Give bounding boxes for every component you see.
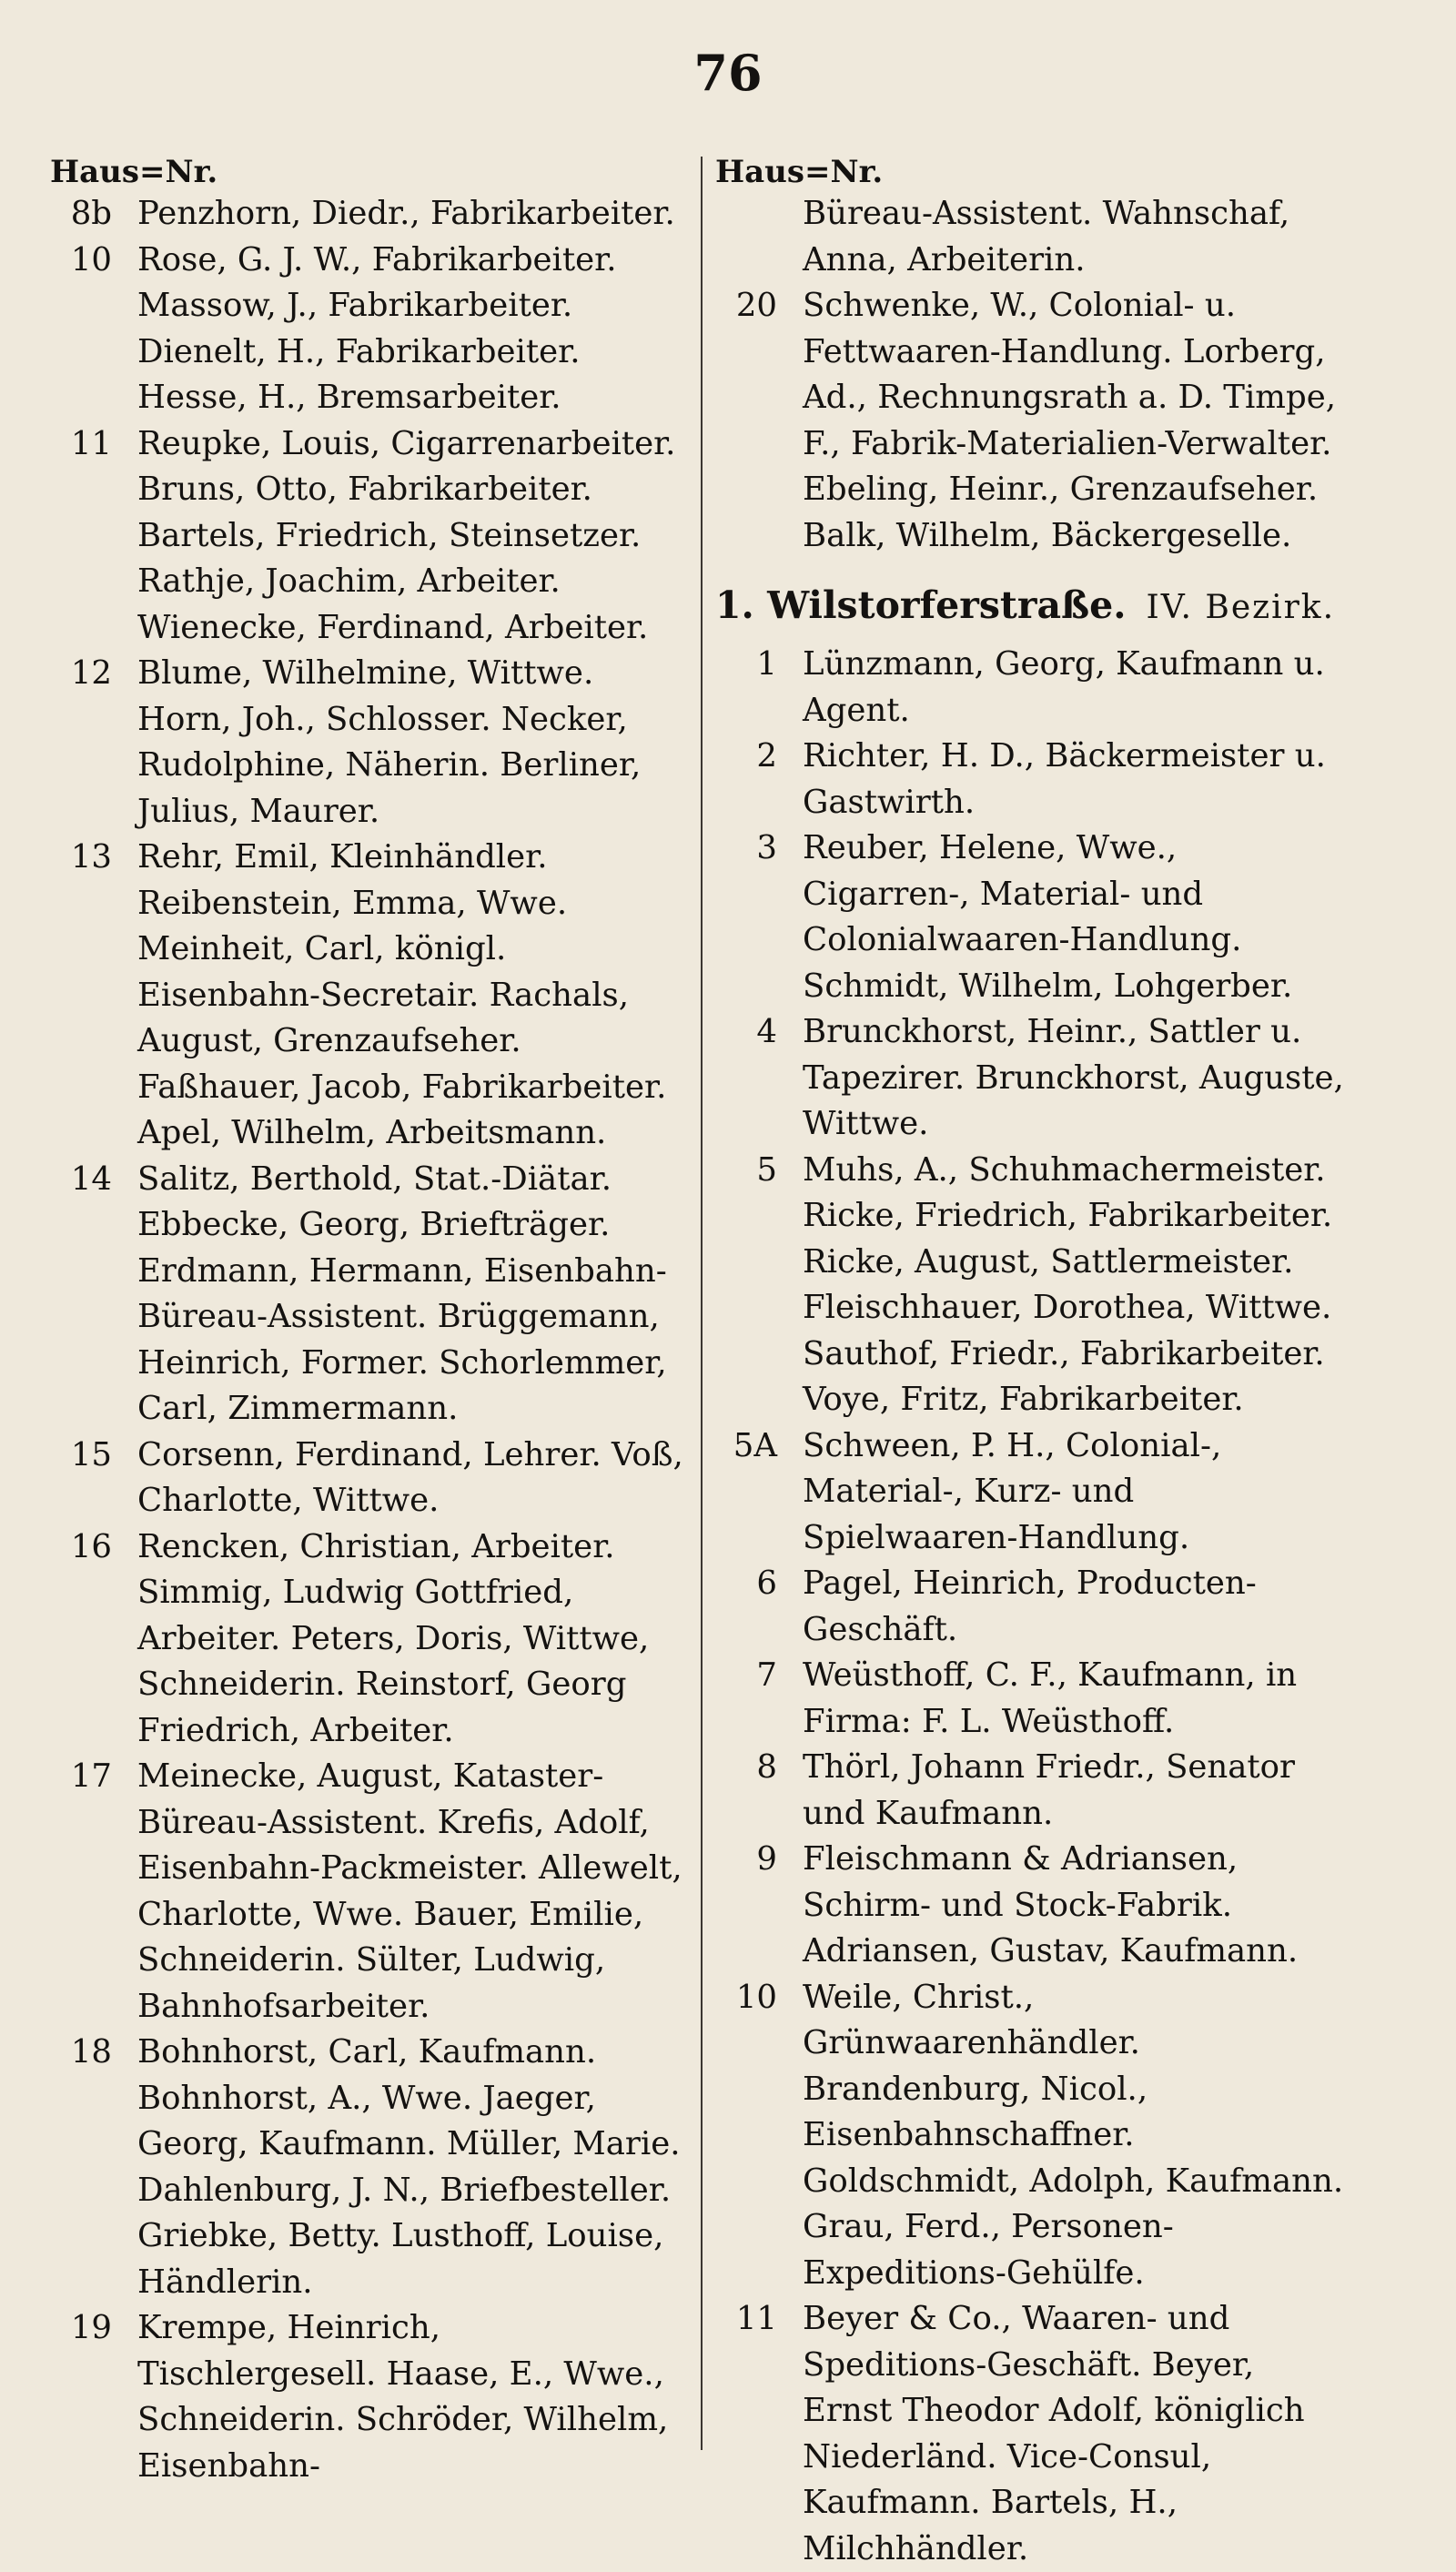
house-number: 11 bbox=[735, 2300, 777, 2337]
house-number: 17 bbox=[70, 1757, 112, 1795]
house-entry bbox=[715, 734, 1352, 825]
entry-text: Beyer & Co., Waaren- und Speditions-Geschäft. Beyer, Ernst Theodor Adolf, königlich Niederländ. Vice-Consul, Kaufmann. Bartels, H., Milchhändler. bbox=[803, 2300, 1305, 2567]
house-entry bbox=[715, 1423, 1352, 1562]
entry-text: Schween, P. H., Colonial-, Material-, Kurz- und Spielwaaren-Handlung. bbox=[803, 1426, 1222, 1556]
house-number: 20 bbox=[735, 287, 777, 324]
entry-text: Blume, Wilhelmine, Wittwe. Horn, Joh., Schlosser. Necker, Rudolphine, Näherin. Berliner, Julius, Maurer. bbox=[137, 654, 642, 830]
house-entry bbox=[50, 191, 687, 238]
entry-text: Salitz, Berthold, Stat.-Diätar. Ebbecke, Georg, Briefträger. Erdmann, Hermann, Eisenbahn-Büreau-Assistent. Brüggemann, Heinrich, Former. Schorlemmer, Carl, Zimmermann. bbox=[137, 1159, 667, 1427]
house-entry bbox=[715, 1009, 1352, 1148]
entry-text: Bohnhorst, Carl, Kaufmann. Bohnhorst, A., Wwe. Jaeger, Georg, Kaufmann. Müller, Marie. Dahlenburg, J. N., Briefbesteller. Griebke, Betty. Lusthoff, Louise, Händlerin. bbox=[137, 2033, 681, 2301]
house-entry bbox=[715, 283, 1352, 559]
house-number: 5A bbox=[733, 1426, 777, 1464]
entry-text: Richter, H. D., Bäckermeister u. Gastwirth. bbox=[803, 737, 1326, 821]
house-entry bbox=[50, 1157, 687, 1433]
house-entry bbox=[50, 2030, 687, 2305]
column-header: Haus=Nr. bbox=[50, 154, 218, 190]
street-heading bbox=[715, 577, 1352, 636]
house-number: 2 bbox=[756, 737, 777, 775]
house-entry bbox=[50, 1524, 687, 1755]
house-entry bbox=[715, 825, 1352, 1009]
house-entry bbox=[50, 651, 687, 835]
house-number: 14 bbox=[70, 1159, 112, 1198]
house-number: 19 bbox=[70, 2309, 112, 2346]
house-number: 11 bbox=[70, 424, 112, 462]
house-number: 13 bbox=[70, 838, 112, 876]
house-entry bbox=[715, 1975, 1352, 2297]
page-number: 76 bbox=[693, 44, 763, 102]
house-entry bbox=[715, 1148, 1352, 1423]
entry-text: Fleischmann & Adriansen, Schirm- und Stock-Fabrik. Adriansen, Gustav, Kaufmann. bbox=[803, 1840, 1299, 1970]
house-number: 18 bbox=[70, 2033, 112, 2071]
house-number: 15 bbox=[70, 1435, 112, 1473]
column-header: Haus=Nr. bbox=[715, 154, 884, 190]
right-entries-after bbox=[715, 642, 1352, 2572]
district-label: IV. Bezirk. bbox=[1146, 589, 1336, 626]
right-entries-before bbox=[715, 283, 1352, 559]
house-number: 3 bbox=[756, 829, 777, 866]
house-number: 9 bbox=[756, 1840, 777, 1878]
column-divider bbox=[701, 157, 703, 2450]
house-entry bbox=[715, 642, 1352, 734]
house-entry bbox=[50, 1754, 687, 2030]
house-entry bbox=[50, 835, 687, 1157]
house-entry bbox=[715, 2296, 1352, 2572]
entry-text: Meinecke, August, Kataster-Büreau-Assistent. Krefis, Adolf, Eisenbahn-Packmeister. Allewelt, Charlotte, Wwe. Bauer, Emilie, Schneiderin. Sülter, Ludwig, Bahnhofsarbeiter. bbox=[137, 1757, 682, 2025]
continuation-entry bbox=[715, 191, 1352, 283]
entry-text: Weile, Christ., Grünwaarenhändler. Brandenburg, Nicol., Eisenbahnschaffner. Goldschmidt, Adolph, Kaufmann. Grau, Ferd., Personen-Expeditions-Gehülfe. bbox=[803, 1978, 1344, 2292]
house-entry bbox=[715, 1837, 1352, 1975]
house-entry bbox=[50, 238, 687, 421]
right-column bbox=[715, 153, 1352, 2572]
house-number: 8 bbox=[756, 1748, 777, 1786]
entry-text: Thörl, Johann Friedr., Senator und Kaufmann. bbox=[803, 1748, 1296, 1832]
left-entries bbox=[50, 191, 687, 2489]
street-name: 1. Wilstorferstraße. bbox=[715, 583, 1127, 627]
entry-text: Reuber, Helene, Wwe., Cigarren-, Material- und Colonialwaaren-Handlung. Schmidt, Wilhelm, Lohgerber. bbox=[803, 829, 1293, 1005]
entry-text: Rencken, Christian, Arbeiter. Simmig, Ludwig Gottfried, Arbeiter. Peters, Doris, Wittwe, Schneiderin. Reinstorf, Georg Friedrich, Arbeiter. bbox=[137, 1527, 650, 1749]
house-entry bbox=[715, 1653, 1352, 1745]
house-entry bbox=[50, 2305, 687, 2489]
entry-text: Pagel, Heinrich, Producten-Geschäft. bbox=[803, 1564, 1257, 1648]
house-entry bbox=[715, 1745, 1352, 1837]
house-entry bbox=[715, 1561, 1352, 1653]
house-number: 10 bbox=[70, 240, 112, 278]
house-entry bbox=[50, 421, 687, 652]
house-number: 6 bbox=[756, 1564, 777, 1602]
left-column bbox=[50, 153, 687, 2489]
entry-text: Schwenke, W., Colonial- u. Fettwaaren-Handlung. Lorberg, Ad., Rechnungsrath a. D. Timpe, F., Fabrik-Materialien-Verwalter. Ebeling, Heinr., Grenzaufseher. Balk, Wilhelm, Bäckergeselle. bbox=[803, 287, 1336, 554]
house-number: 16 bbox=[70, 1527, 112, 1565]
entry-text: Penzhorn, Diedr., Fabrikarbeiter. bbox=[137, 195, 675, 232]
entry-text: Weüsthoff, C. F., Kaufmann, in Firma: F. L. Weüsthoff. bbox=[803, 1656, 1298, 1740]
house-number: 10 bbox=[735, 1978, 777, 2016]
entry-text: Brunckhorst, Heinr., Sattler u. Tapezirer. Brunckhorst, Auguste, Wittwe. bbox=[803, 1013, 1344, 1142]
house-number: 8b bbox=[70, 195, 112, 232]
house-number: 12 bbox=[70, 654, 112, 692]
entry-text: Reupke, Louis, Cigarrenarbeiter. Bruns, Otto, Fabrikarbeiter. Bartels, Friedrich, Steinsetzer. Rathje, Joachim, Arbeiter. Wienecke, Ferdinand, Arbeiter. bbox=[137, 424, 676, 646]
entry-text: Büreau-Assistent. Wahnschaf, Anna, Arbeiterin. bbox=[803, 195, 1290, 278]
house-number: 7 bbox=[756, 1656, 777, 1694]
house-number: 1 bbox=[756, 645, 777, 683]
entry-text: Corsenn, Ferdinand, Lehrer. Voß, Charlotte, Wittwe. bbox=[137, 1435, 683, 1519]
entry-text: Muhs, A., Schuhmachermeister. Ricke, Friedrich, Fabrikarbeiter. Ricke, August, Sattlermeister. Fleischhauer, Dorothea, Wittwe. Sauthof, Friedr., Fabrikarbeiter. Voye, Fritz, Fabrikarbeiter. bbox=[803, 1150, 1333, 1418]
house-number: 5 bbox=[756, 1150, 777, 1189]
entry-text: Rose, G. J. W., Fabrikarbeiter. Massow, J., Fabrikarbeiter. Dienelt, H., Fabrikarbeiter. Hesse, H., Bremsarbeiter. bbox=[137, 240, 617, 416]
house-number: 4 bbox=[756, 1013, 777, 1050]
entry-text: Krempe, Heinrich, Tischlergesell. Haase, E., Wwe., Schneiderin. Schröder, Wilhelm, Eisenbahn- bbox=[137, 2309, 669, 2485]
house-entry bbox=[50, 1433, 687, 1524]
entry-text: Lünzmann, Georg, Kaufmann u. Agent. bbox=[803, 645, 1325, 729]
entry-text: Rehr, Emil, Kleinhändler. Reibenstein, Emma, Wwe. Meinheit, Carl, königl. Eisenbahn-Secretair. Rachals, August, Grenzaufseher. Faßhauer, Jacob, Fabrikarbeiter. Apel, Wilhelm, Arbeitsmann. bbox=[137, 838, 667, 1151]
